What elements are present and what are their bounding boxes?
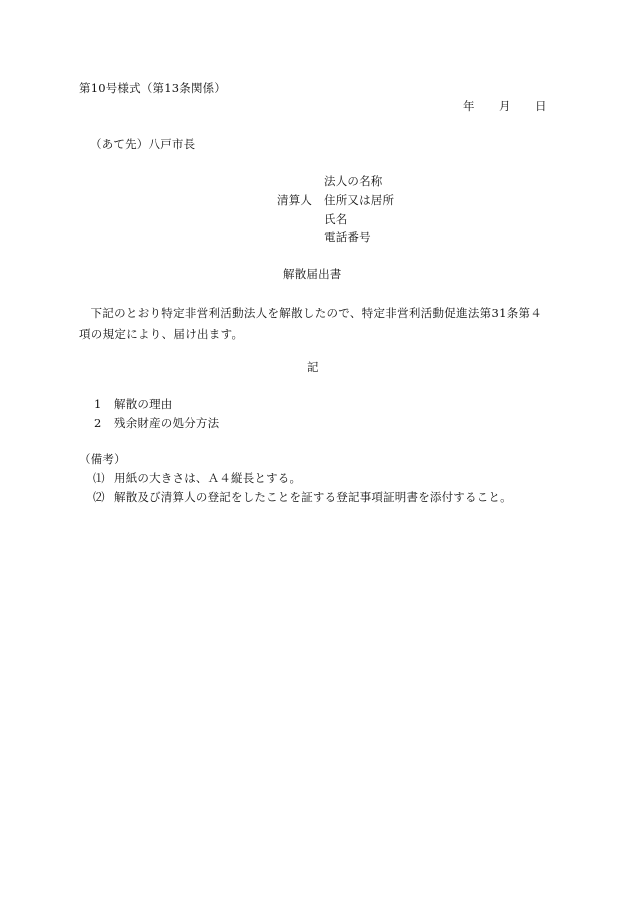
item-1-number: 1 [94, 397, 102, 411]
note-2-text: 解散及び清算人の登記をしたことを証する登記事項証明書を添付すること。 [114, 490, 512, 504]
corp-name-label: 法人の名称 [324, 174, 383, 188]
address-label: 住所又は居所 [324, 193, 395, 207]
body-paragraph: 下記のとおり特定非営利活動法人を解散したので、特定非営利活動促進法第31条第４項の規定により、届け出ます。 [79, 306, 543, 341]
ki-heading: 記 [307, 360, 319, 374]
phone-label: 電話番号 [324, 230, 371, 244]
date-day: 日 [535, 99, 547, 113]
name-label: 氏名 [324, 212, 348, 226]
note-2-number: ⑵ [93, 490, 105, 504]
date-year: 年 [463, 99, 475, 113]
note-1-text: 用紙の大きさは、Ａ４縦長とする。 [114, 471, 302, 485]
form-number: 第10号様式（第13条関係） [79, 81, 227, 95]
note-1-number: ⑴ [93, 471, 105, 485]
date-month: 月 [499, 99, 511, 113]
item-2-number: 2 [94, 416, 102, 430]
document-title: 解散届出書 [283, 267, 342, 281]
item-2-text: 残余財産の処分方法 [114, 416, 220, 430]
liquidator-label: 清算人 [277, 193, 313, 207]
date-line [463, 98, 553, 114]
item-1-text: 解散の理由 [114, 397, 173, 411]
addressee: （あて先）八戸市長 [90, 137, 196, 151]
remarks-heading: （備考） [79, 452, 126, 466]
